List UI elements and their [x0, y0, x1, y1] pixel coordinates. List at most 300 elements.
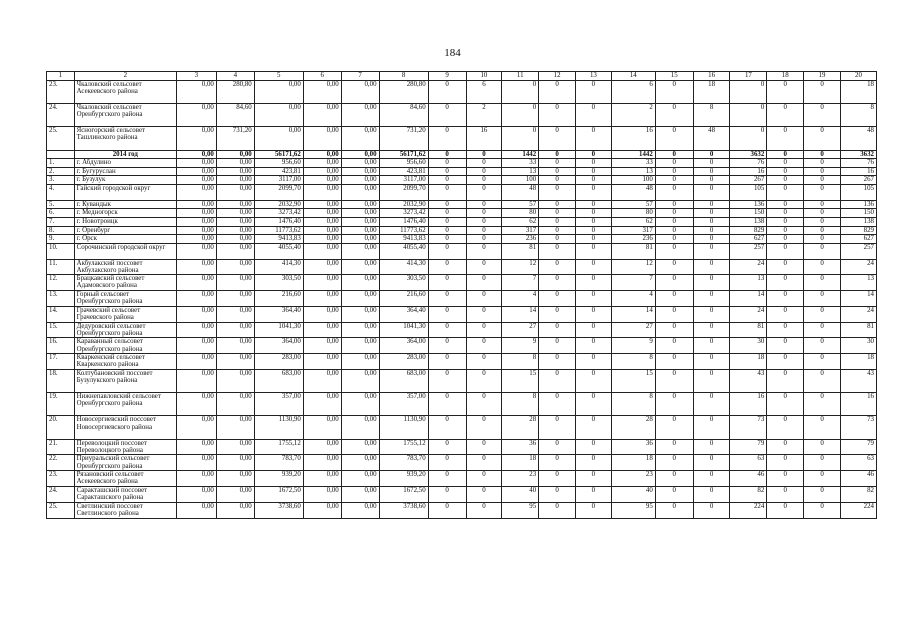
count-cell: 0: [655, 354, 693, 370]
count-cell: 224: [840, 502, 876, 518]
count-cell: 18: [840, 81, 876, 104]
amount-cell: 0,00: [303, 455, 341, 471]
count-cell: 236: [611, 235, 655, 244]
row-name-cell: г. Орск: [74, 235, 176, 244]
count-cell: 0: [655, 487, 693, 503]
count-cell: 81: [730, 322, 767, 338]
count-cell: 7: [611, 275, 655, 291]
row-name-cell: Новосергиевский поссовет Новосергиевского района: [74, 416, 176, 439]
count-cell: 0: [693, 354, 730, 370]
amount-cell: 0,00: [303, 370, 341, 393]
amount-cell: 0,00: [341, 200, 379, 209]
count-cell: 0: [655, 235, 693, 244]
amount-cell: 3117,00: [254, 176, 303, 185]
amount-cell: 2099,70: [379, 184, 428, 200]
amount-cell: 283,00: [254, 354, 303, 370]
count-cell: 0: [428, 439, 466, 455]
row-index-cell: 8.: [47, 226, 75, 235]
count-cell: 16: [730, 393, 767, 416]
count-cell: 0: [539, 209, 576, 218]
count-cell: 0: [466, 200, 502, 209]
count-cell: 0: [804, 338, 841, 354]
count-cell: 40: [611, 487, 655, 503]
count-cell: 30: [840, 338, 876, 354]
count-cell: 13: [611, 167, 655, 176]
count-cell: 0: [693, 259, 730, 275]
count-cell: 0: [575, 322, 611, 338]
count-cell: 0: [466, 259, 502, 275]
count-cell: 0: [693, 275, 730, 291]
count-cell: 16: [730, 167, 767, 176]
count-cell: 0: [655, 217, 693, 226]
table-row: [47, 370, 877, 393]
count-cell: 0: [539, 439, 576, 455]
count-cell: 48: [502, 184, 539, 200]
count-cell: 18: [611, 455, 655, 471]
amount-cell: 0,00: [176, 306, 216, 322]
count-cell: 40: [502, 487, 539, 503]
table-total-row: [47, 150, 877, 159]
row-index-cell: 18.: [47, 370, 75, 393]
count-cell: 0: [539, 127, 576, 150]
count-cell: 0: [428, 167, 466, 176]
count-cell: 0: [539, 167, 576, 176]
column-number-cell: 15: [655, 72, 693, 81]
count-cell: 0: [804, 455, 841, 471]
count-cell: 8: [611, 354, 655, 370]
table-row: [47, 338, 877, 354]
amount-cell: 423,81: [254, 167, 303, 176]
amount-cell: 0,00: [303, 393, 341, 416]
amount-cell: 3117,00: [379, 176, 428, 185]
amount-cell: 414,30: [379, 259, 428, 275]
amount-cell: 9413,83: [254, 235, 303, 244]
amount-cell: 280,80: [379, 81, 428, 104]
count-cell: 0: [804, 291, 841, 307]
count-cell: 0: [767, 416, 804, 439]
amount-cell: 0,00: [341, 81, 379, 104]
count-cell: 36: [502, 439, 539, 455]
count-cell: 0: [539, 455, 576, 471]
count-cell: 0: [693, 150, 730, 159]
row-index-cell: 22.: [47, 455, 75, 471]
count-cell: 0: [575, 259, 611, 275]
count-cell: 0: [655, 200, 693, 209]
table-row: [47, 354, 877, 370]
amount-cell: 1130,90: [254, 416, 303, 439]
amount-cell: 783,70: [379, 455, 428, 471]
amount-cell: 216,60: [379, 291, 428, 307]
count-cell: 0: [428, 338, 466, 354]
count-cell: 136: [840, 200, 876, 209]
amount-cell: 0,00: [216, 322, 254, 338]
count-cell: 62: [502, 217, 539, 226]
count-cell: 0: [767, 150, 804, 159]
count-cell: 0: [655, 455, 693, 471]
table-row: [47, 416, 877, 439]
count-cell: 0: [466, 159, 502, 168]
amount-cell: 364,40: [379, 306, 428, 322]
count-cell: 0: [428, 275, 466, 291]
count-cell: 0: [693, 439, 730, 455]
count-cell: 0: [466, 150, 502, 159]
count-cell: 0: [428, 226, 466, 235]
amount-cell: 1476,40: [254, 217, 303, 226]
count-cell: 0: [502, 127, 539, 150]
count-cell: 0: [539, 275, 576, 291]
count-cell: 18: [502, 455, 539, 471]
count-cell: 0: [767, 176, 804, 185]
amount-cell: 0,00: [216, 416, 254, 439]
amount-cell: 0,00: [216, 502, 254, 518]
row-name-cell: Грачевский сельсовет Грачевского района: [74, 306, 176, 322]
count-cell: 24: [840, 259, 876, 275]
table-row: [47, 127, 877, 150]
row-name-cell: г. Медногорск: [74, 209, 176, 218]
count-cell: 14: [730, 291, 767, 307]
amount-cell: 11773,62: [379, 226, 428, 235]
count-cell: 0: [767, 306, 804, 322]
count-cell: 48: [693, 127, 730, 150]
count-cell: 0: [539, 200, 576, 209]
count-cell: 0: [655, 439, 693, 455]
count-cell: 0: [428, 502, 466, 518]
table-row: [47, 226, 877, 235]
count-cell: 33: [611, 159, 655, 168]
count-cell: 9: [502, 338, 539, 354]
count-cell: 0: [428, 159, 466, 168]
amount-cell: 0,00: [341, 322, 379, 338]
count-cell: 76: [730, 159, 767, 168]
row-index-cell: 15.: [47, 322, 75, 338]
count-cell: 0: [693, 167, 730, 176]
row-name-cell: 2014 год: [74, 150, 176, 159]
count-cell: 8: [611, 393, 655, 416]
amount-cell: 0,00: [176, 104, 216, 127]
amount-cell: 0,00: [303, 150, 341, 159]
count-cell: 0: [804, 209, 841, 218]
amount-cell: 9413,83: [379, 235, 428, 244]
count-cell: 0: [730, 81, 767, 104]
count-cell: 27: [502, 322, 539, 338]
count-cell: 0: [575, 150, 611, 159]
column-number-cell: 1: [47, 72, 75, 81]
count-cell: 0: [575, 226, 611, 235]
row-index-cell: 14.: [47, 306, 75, 322]
count-cell: 46: [840, 471, 876, 487]
count-cell: 0: [655, 127, 693, 150]
table-row: [47, 322, 877, 338]
amount-cell: 0,00: [341, 226, 379, 235]
amount-cell: 364,00: [379, 338, 428, 354]
amount-cell: 1476,40: [379, 217, 428, 226]
count-cell: 0: [655, 502, 693, 518]
count-cell: 0: [575, 167, 611, 176]
count-cell: 24: [730, 259, 767, 275]
amount-cell: 3738,60: [379, 502, 428, 518]
amount-cell: 357,00: [254, 393, 303, 416]
amount-cell: 0,00: [176, 176, 216, 185]
amount-cell: 683,00: [254, 370, 303, 393]
table-row: [47, 393, 877, 416]
count-cell: 16: [840, 393, 876, 416]
count-cell: 81: [502, 243, 539, 259]
count-cell: 0: [655, 159, 693, 168]
amount-cell: 0,00: [303, 502, 341, 518]
amount-cell: 0,00: [176, 235, 216, 244]
amount-cell: 0,00: [303, 235, 341, 244]
amount-cell: 414,30: [254, 259, 303, 275]
count-cell: 627: [840, 235, 876, 244]
count-cell: 0: [655, 291, 693, 307]
amount-cell: 0,00: [341, 487, 379, 503]
count-cell: 0: [575, 200, 611, 209]
amount-cell: 0,00: [303, 243, 341, 259]
row-index-cell: 3.: [47, 176, 75, 185]
amount-cell: 0,00: [176, 455, 216, 471]
count-cell: 81: [611, 243, 655, 259]
count-cell: 23: [611, 471, 655, 487]
count-cell: 138: [840, 217, 876, 226]
row-index-cell: 7.: [47, 217, 75, 226]
count-cell: 24: [730, 306, 767, 322]
count-cell: 0: [693, 200, 730, 209]
count-cell: 138: [730, 217, 767, 226]
data-table: [46, 71, 877, 519]
count-cell: 76: [840, 159, 876, 168]
count-cell: 0: [804, 226, 841, 235]
count-cell: 0: [767, 502, 804, 518]
count-cell: 0: [655, 471, 693, 487]
amount-cell: 0,00: [341, 235, 379, 244]
count-cell: 36: [611, 439, 655, 455]
count-cell: 16: [840, 167, 876, 176]
count-cell: 0: [428, 200, 466, 209]
table-row: [47, 235, 877, 244]
count-cell: 0: [804, 471, 841, 487]
count-cell: 100: [502, 176, 539, 185]
count-cell: 14: [840, 291, 876, 307]
amount-cell: 731,20: [379, 127, 428, 150]
table-row: [47, 243, 877, 259]
row-name-cell: Саракташский поссовет Саракташского района: [74, 487, 176, 503]
count-cell: 0: [767, 370, 804, 393]
amount-cell: 280,80: [216, 81, 254, 104]
amount-cell: 364,40: [254, 306, 303, 322]
count-cell: 0: [466, 354, 502, 370]
amount-cell: 2099,70: [254, 184, 303, 200]
count-cell: 0: [655, 306, 693, 322]
count-cell: 0: [575, 184, 611, 200]
count-cell: 43: [730, 370, 767, 393]
count-cell: 0: [466, 275, 502, 291]
amount-cell: 1041,30: [254, 322, 303, 338]
table-row: [47, 104, 877, 127]
count-cell: 0: [655, 150, 693, 159]
column-number-cell: 3: [176, 72, 216, 81]
count-cell: 63: [730, 455, 767, 471]
count-cell: 0: [575, 159, 611, 168]
amount-cell: 56171,62: [254, 150, 303, 159]
page-number: 184: [444, 47, 461, 59]
count-cell: 0: [575, 243, 611, 259]
count-cell: 0: [539, 393, 576, 416]
count-cell: 0: [655, 393, 693, 416]
count-cell: 0: [767, 259, 804, 275]
count-cell: 0: [767, 338, 804, 354]
amount-cell: 0,00: [303, 104, 341, 127]
row-index-cell: 11.: [47, 259, 75, 275]
amount-cell: 0,00: [176, 393, 216, 416]
row-index-cell: 2.: [47, 167, 75, 176]
count-cell: 0: [539, 184, 576, 200]
table-row: [47, 291, 877, 307]
row-name-cell: Сорочинский городской округ: [74, 243, 176, 259]
count-cell: 1442: [502, 150, 539, 159]
count-cell: 0: [575, 127, 611, 150]
count-cell: 95: [611, 502, 655, 518]
amount-cell: 1672,50: [379, 487, 428, 503]
amount-cell: 0,00: [176, 167, 216, 176]
amount-cell: 0,00: [341, 243, 379, 259]
count-cell: 0: [575, 217, 611, 226]
count-cell: 0: [767, 159, 804, 168]
amount-cell: 0,00: [303, 159, 341, 168]
amount-cell: 0,00: [303, 259, 341, 275]
count-cell: 0: [466, 487, 502, 503]
count-cell: 0: [804, 81, 841, 104]
amount-cell: 939,20: [254, 471, 303, 487]
table-row: [47, 275, 877, 291]
count-cell: 0: [575, 291, 611, 307]
row-index-cell: 12.: [47, 275, 75, 291]
amount-cell: 0,00: [216, 217, 254, 226]
count-cell: 0: [466, 439, 502, 455]
count-cell: 100: [611, 176, 655, 185]
amount-cell: 0,00: [176, 209, 216, 218]
amount-cell: 303,50: [254, 275, 303, 291]
row-name-cell: Чкаловский сельсовет Оренбургского района: [74, 104, 176, 127]
amount-cell: 0,00: [341, 393, 379, 416]
count-cell: 0: [767, 217, 804, 226]
column-number-cell: 7: [341, 72, 379, 81]
count-cell: 8: [840, 104, 876, 127]
count-cell: 0: [466, 217, 502, 226]
amount-cell: 0,00: [176, 127, 216, 150]
count-cell: 0: [539, 416, 576, 439]
row-index-cell: 1.: [47, 159, 75, 168]
count-cell: 0: [804, 127, 841, 150]
count-cell: 627: [730, 235, 767, 244]
amount-cell: 0,00: [216, 209, 254, 218]
row-name-cell: Колтубановский поссовет Бузулукского района: [74, 370, 176, 393]
count-cell: 150: [730, 209, 767, 218]
count-cell: 0: [804, 259, 841, 275]
count-cell: 0: [575, 416, 611, 439]
count-cell: 0: [804, 275, 841, 291]
amount-cell: 0,00: [176, 217, 216, 226]
count-cell: 0: [466, 167, 502, 176]
count-cell: 0: [655, 81, 693, 104]
amount-cell: 3738,60: [254, 502, 303, 518]
count-cell: 0: [502, 104, 539, 127]
count-cell: 0: [804, 439, 841, 455]
count-cell: 0: [466, 209, 502, 218]
count-cell: 0: [804, 502, 841, 518]
amount-cell: 0,00: [176, 487, 216, 503]
count-cell: 0: [466, 455, 502, 471]
amount-cell: 0,00: [216, 439, 254, 455]
amount-cell: 0,00: [216, 184, 254, 200]
count-cell: 3632: [730, 150, 767, 159]
count-cell: 0: [693, 370, 730, 393]
count-cell: 0: [693, 306, 730, 322]
count-cell: 0: [655, 104, 693, 127]
amount-cell: 0,00: [176, 471, 216, 487]
count-cell: 12: [611, 259, 655, 275]
row-name-cell: Нижнепавловский сельсовет Оренбургского района: [74, 393, 176, 416]
count-cell: 0: [655, 416, 693, 439]
count-cell: 3632: [840, 150, 876, 159]
count-cell: 8: [502, 393, 539, 416]
count-cell: 0: [767, 200, 804, 209]
row-index-cell: 21.: [47, 439, 75, 455]
count-cell: 0: [428, 176, 466, 185]
count-cell: 0: [804, 370, 841, 393]
count-cell: 0: [655, 259, 693, 275]
count-cell: 105: [730, 184, 767, 200]
table-row: [47, 502, 877, 518]
amount-cell: 0,00: [303, 127, 341, 150]
row-name-cell: Переволоцкий поссовет Переволоцкого района: [74, 439, 176, 455]
amount-cell: 0,00: [341, 306, 379, 322]
count-cell: 0: [575, 370, 611, 393]
count-cell: 0: [466, 306, 502, 322]
row-name-cell: г. Оренбург: [74, 226, 176, 235]
amount-cell: 0,00: [303, 200, 341, 209]
count-cell: 0: [575, 471, 611, 487]
count-cell: 0: [767, 487, 804, 503]
count-cell: 43: [840, 370, 876, 393]
count-cell: 317: [502, 226, 539, 235]
count-cell: 224: [730, 502, 767, 518]
count-cell: 57: [502, 200, 539, 209]
row-name-cell: Чкаловский сельсовет Асекеевского района: [74, 81, 176, 104]
amount-cell: 0,00: [176, 338, 216, 354]
table-row: [47, 159, 877, 168]
amount-cell: 1130,90: [379, 416, 428, 439]
column-number-cell: 16: [693, 72, 730, 81]
count-cell: 0: [428, 259, 466, 275]
count-cell: 0: [804, 176, 841, 185]
row-name-cell: Рязановский сельсовет Асекеевского района: [74, 471, 176, 487]
row-index-cell: 6.: [47, 209, 75, 218]
count-cell: 0: [693, 393, 730, 416]
count-cell: 0: [767, 127, 804, 150]
count-cell: 73: [730, 416, 767, 439]
count-cell: 0: [655, 275, 693, 291]
row-name-cell: г. Кувандык: [74, 200, 176, 209]
amount-cell: 4055,40: [254, 243, 303, 259]
count-cell: 0: [466, 471, 502, 487]
count-cell: 0: [730, 104, 767, 127]
count-cell: 236: [502, 235, 539, 244]
count-cell: 0: [466, 226, 502, 235]
count-cell: 0: [428, 127, 466, 150]
amount-cell: 0,00: [176, 259, 216, 275]
table-row: [47, 471, 877, 487]
count-cell: 0: [575, 209, 611, 218]
